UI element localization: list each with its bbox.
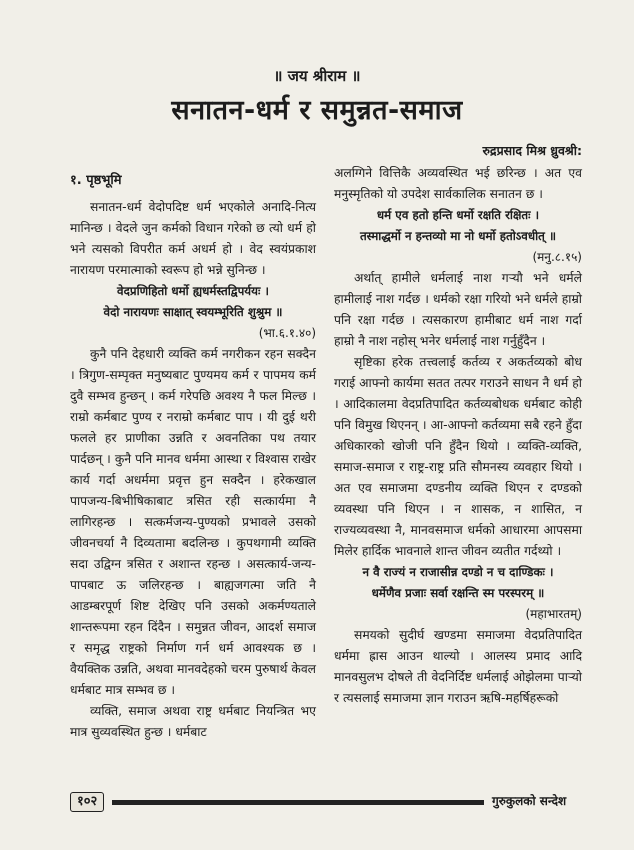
paragraph: अलग्गिने वित्तिकै अव्यवस्थित भई छरिन्छ । अत एव मनुस्मृतिको यो उपदेश सार्वकालिक सनातन छ । <box>334 166 582 201</box>
verse-line: न वै राज्यं न राजासीन्न दण्डो न च दाण्डिकः । <box>362 565 554 579</box>
verse-line: धर्मेणैव प्रजाः सर्वा रक्षन्ति स्म परस्परम् ॥ <box>371 586 545 600</box>
left-column <box>70 140 316 743</box>
verse-line: तस्माद्धर्मो न हन्तव्यो मा नो धर्मो हतोऽवधीत् ॥ <box>359 229 557 243</box>
footer-rule <box>112 800 484 805</box>
verse-line: वेदो नारायणः साक्षात् स्वयम्भूरिति शुश्रुम ॥ <box>103 305 283 319</box>
paragraph: सृष्टिका हरेक तत्त्वलाई कर्तव्य र अकर्तव्यको बोध गराई आफ्नो कार्यमा सतत तत्पर गराउने साधन नै धर्म हो । आदिकालमा वेदप्रतिपादित कर्तव्यबोधक धर्मबाट कोही पनि विमुख थिएनन् । आ-आफ्नो कर्तव्यमा सबै रहने हुँदा अधिकारको खोजी पनि हुँदैन थियो । व्यक्ति-व्यक्ति, समाज-समाज र राष्ट्र-राष्ट्र प्रति सौमनस्य व्यवहार थियो । अत एव समाजमा दण्डनीय व्यक्ति थिएन र दण्डको व्यवस्था पनि थिएन । न शासक, न शासित, न राज्यव्यवस्था नै, मानवसमाज धर्मको आधारमा आपसमा मिलेर हार्दिक भावनाले शान्त जीवन व्यतीत गर्दथ्यो । <box>334 355 582 558</box>
verse-reference: (भा.६.१.४०) <box>258 326 316 340</box>
invocation-heading: ॥ जय श्रीराम ॥ <box>273 67 361 85</box>
author-name: रुद्रप्रसाद मिश्र ध्रुवश्री: <box>482 143 582 158</box>
verse-line: वेदप्रणिहितो धर्मो ह्यधर्मस्तद्विपर्ययः । <box>117 284 269 298</box>
verse-line: धर्म एव हतो हन्ति धर्मो रक्षति रक्षितः । <box>376 208 540 222</box>
article-title: सनातन-धर्म र समुन्नत-समाज <box>171 95 463 126</box>
paragraph: कुनै पनि देहधारी व्यक्ति कर्म नगरीकन रहन सक्दैन । त्रिगुण-सम्पृक्त मनुष्यबाट पुण्यमय कर्म र पापमय कर्म दुवै सम्भव हुन्छन् । कर्म गरेपछि अवश्य नै फल मिल्छ । राम्रो कर्मबाट पुण्य र नराम्रो कर्मबाट पाप । यी दुई थरी फलले हर प्राणीका उन्नति र अवनतिका पथ तयार पार्दछन् । कुनै पनि मानव धर्ममा आस्था र विश्वास राखेर कार्य गर्दा अधर्ममा प्रवृत्त हुन सक्दैन । हरेकखाल पापजन्य-बिभीषिकाबाट त्रसित रही सत्कार्यमा नै लागिरहन्छ । सत्कर्मजन्य-पुण्यको प्रभावले उसको जीवनचर्या नै दिव्यतामा बदलिन्छ । कुपथगामी व्यक्ति सदा उद्विग्न त्रसित र अशान्त रहन्छ । असत्कार्य-जन्य-पापबाट ऊ जलिरहन्छ । बाह्यजगत्मा जति नै आडम्बरपूर्ण शिष्ट देखिए पनि उसको अकर्मण्यताले शान्तरूपमा रहन दिंदैन । समुन्नत जीवन, आदर्श समाज र समृद्ध राष्ट्रको निर्माण गर्न धर्म आवश्यक छ । वैयक्तिक उन्नति, अथवा मानवदेहको चरम पुरुषार्थ केवल धर्मबाट मात्र सम्भव छ । <box>70 347 316 697</box>
right-column <box>334 140 582 709</box>
page-number: १०२ <box>70 792 104 812</box>
paragraph: समयको सुदीर्घ खण्डमा समाजमा वेदप्रतिपादित धर्ममा ह्रास आउन थाल्यो । आलस्य प्रमाद आदि मानवसुलभ दोषले ती वेदनिर्दिष्ट धर्मलाई ओझेलमा पाऱ्यो र त्यसलाई समाजमा ज्ञान गराउन ऋषि-महर्षिहरूको <box>334 628 582 705</box>
magazine-name: गुरुकुलको सन्देश <box>492 794 567 808</box>
paragraph: व्यक्ति, समाज अथवा राष्ट्र धर्मबाट नियन्त्रित भए मात्र सुव्यवस्थित हुन्छ । धर्मबाट <box>70 704 316 739</box>
section-heading: १. पृष्ठभूमि <box>70 173 122 188</box>
paragraph: सनातन-धर्म वेदोपदिष्ट धर्म भएकोले अनादि-नित्य मानिन्छ । वेदले जुन कर्मको विधान गरेको छ त्यो धर्म हो भने त्यसको विपरीत कर्म अधर्म हो । वेद स्वयंप्रकाश नारायण परमात्माको स्वरूप हो भन्ने सुनिन्छ । <box>70 200 316 277</box>
verse-reference: (मनु.८.१५) <box>532 250 582 264</box>
verse-reference: (महाभारतम्) <box>525 607 582 621</box>
paragraph: अर्थात् हामीले धर्मलाई नाश गऱ्यौ भने धर्मले हामीलाई नाश गर्दछ । धर्मको रक्षा गरियो भने धर्मले हाम्रो पनि रक्षा गर्दछ । त्यसकारण हामीबाट धर्म नाश गर्दा हाम्रो नै नाश नहोस् भनेर धर्मलाई नाश गर्नुहुँदैन । <box>334 271 582 348</box>
